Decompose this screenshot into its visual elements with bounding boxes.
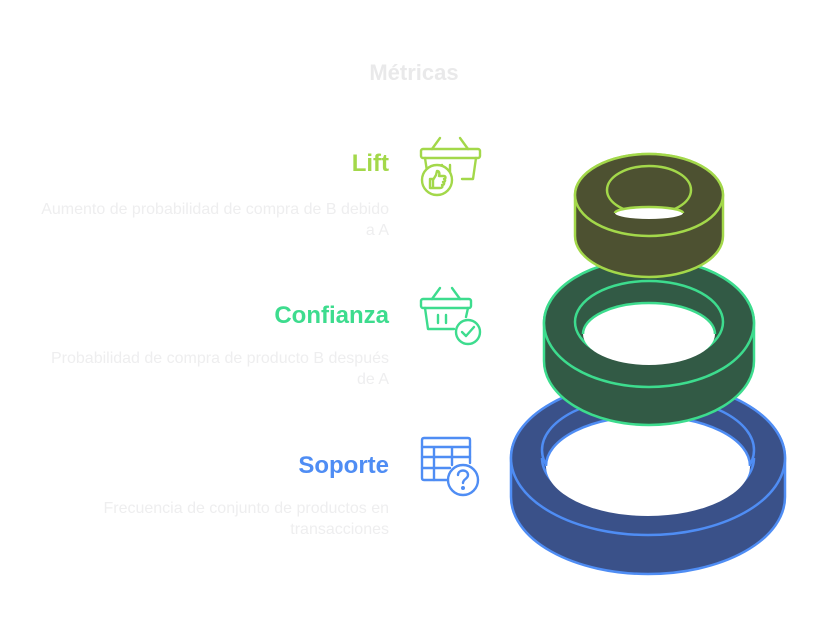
diagram-title: Métricas [369, 60, 459, 85]
ring-confianza [544, 259, 754, 425]
label-soporte: Soporte [298, 452, 389, 479]
ring-lift [575, 154, 723, 277]
label-lift: Lift [351, 150, 389, 177]
label-confianza: Confianza [274, 302, 389, 329]
description-lift: Aumento de probabilidad de compra de B debido a A [41, 201, 389, 239]
description-confianza: Probabilidad de compra de producto B después de A [51, 350, 389, 388]
description-soporte: Frecuencia de conjunto de productos en transacciones [103, 500, 389, 538]
